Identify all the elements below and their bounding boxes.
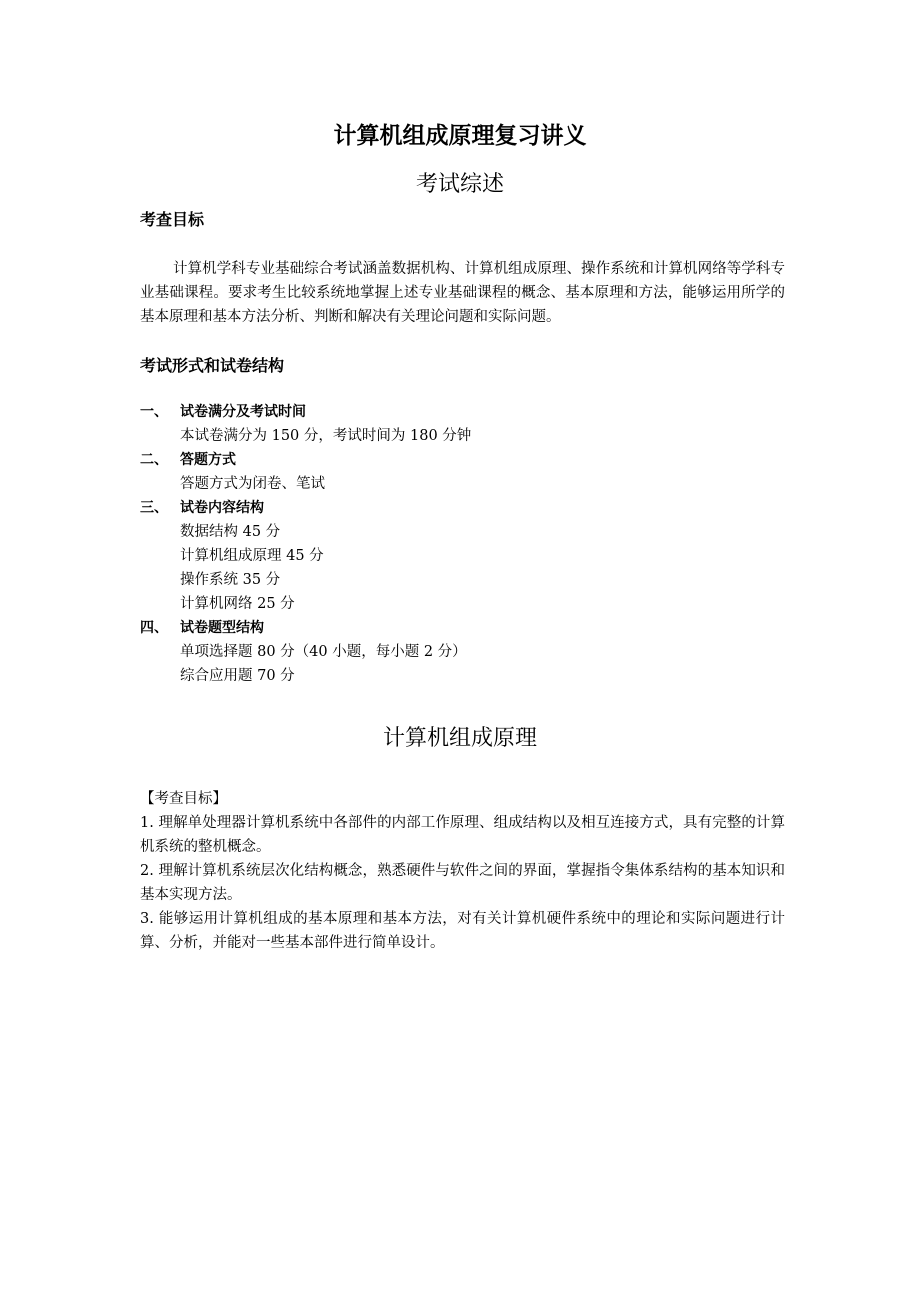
exam-format-item xyxy=(140,496,785,616)
item-line: 综合应用题 70 分 xyxy=(180,668,295,684)
exam-format-item xyxy=(140,400,785,448)
co-goals-block xyxy=(140,787,785,955)
item-title: 试卷题型结构 xyxy=(180,620,264,636)
co-goal-item: 3. 能够运用计算机组成的基本原理和基本方法，对有关计算机硬件系统中的理论和实际问题进行计算、分析，并能对一些基本部件进行简单设计。 xyxy=(140,911,785,951)
co-goal-item: 1. 理解单处理器计算机系统中各部件的内部工作原理、组成结构以及相互连接方式，具有完整的计算机系统的整机概念。 xyxy=(140,815,785,855)
item-line: 单项选择题 80 分（40 小题，每小题 2 分） xyxy=(180,644,467,660)
exam-format-list xyxy=(140,400,785,688)
item-line: 答题方式为闭卷、笔试 xyxy=(180,476,325,492)
item-line: 操作系统 35 分 xyxy=(180,572,281,588)
section-title-computer-organization: 计算机组成原理 xyxy=(382,726,537,751)
exam-goal-heading: 考查目标 xyxy=(140,210,205,229)
item-title: 答题方式 xyxy=(180,452,236,468)
item-line: 本试卷满分为 150 分，考试时间为 180 分钟 xyxy=(180,428,472,444)
item-number: 三、 xyxy=(140,500,168,516)
co-goal-item: 2. 理解计算机系统层次化结构概念，熟悉硬件与软件之间的界面，掌握指令集体系结构的基本知识和基本实现方法。 xyxy=(140,863,785,903)
item-line: 计算机组成原理 45 分 xyxy=(180,548,324,564)
exam-goal-paragraph: 计算机学科专业基础综合考试涵盖数据机构、计算机组成原理、操作系统和计算机网络等学科专业基础课程。要求考生比较系统地掌握上述专业基础课程的概念、基本原理和方法，能够运用所学的基本原理和基本方法分析、判断和解决有关理论问题和实际问题。 xyxy=(140,261,785,325)
item-line: 数据结构 45 分 xyxy=(180,524,281,540)
exam-format-item xyxy=(140,616,785,688)
exam-format-item xyxy=(140,448,785,496)
co-goals-list xyxy=(140,811,785,955)
item-line: 计算机网络 25 分 xyxy=(180,596,295,612)
exam-format-heading: 考试形式和试卷结构 xyxy=(140,356,285,375)
document-title: 计算机组成原理复习讲义 xyxy=(333,123,587,149)
section-title-exam-overview: 考试综述 xyxy=(415,172,504,197)
item-number: 四、 xyxy=(140,620,168,636)
item-title: 试卷内容结构 xyxy=(180,500,264,516)
co-goals-heading: 【考查目标】 xyxy=(140,791,227,807)
item-title: 试卷满分及考试时间 xyxy=(180,404,306,420)
item-number: 二、 xyxy=(140,452,168,468)
item-number: 一、 xyxy=(140,404,168,420)
